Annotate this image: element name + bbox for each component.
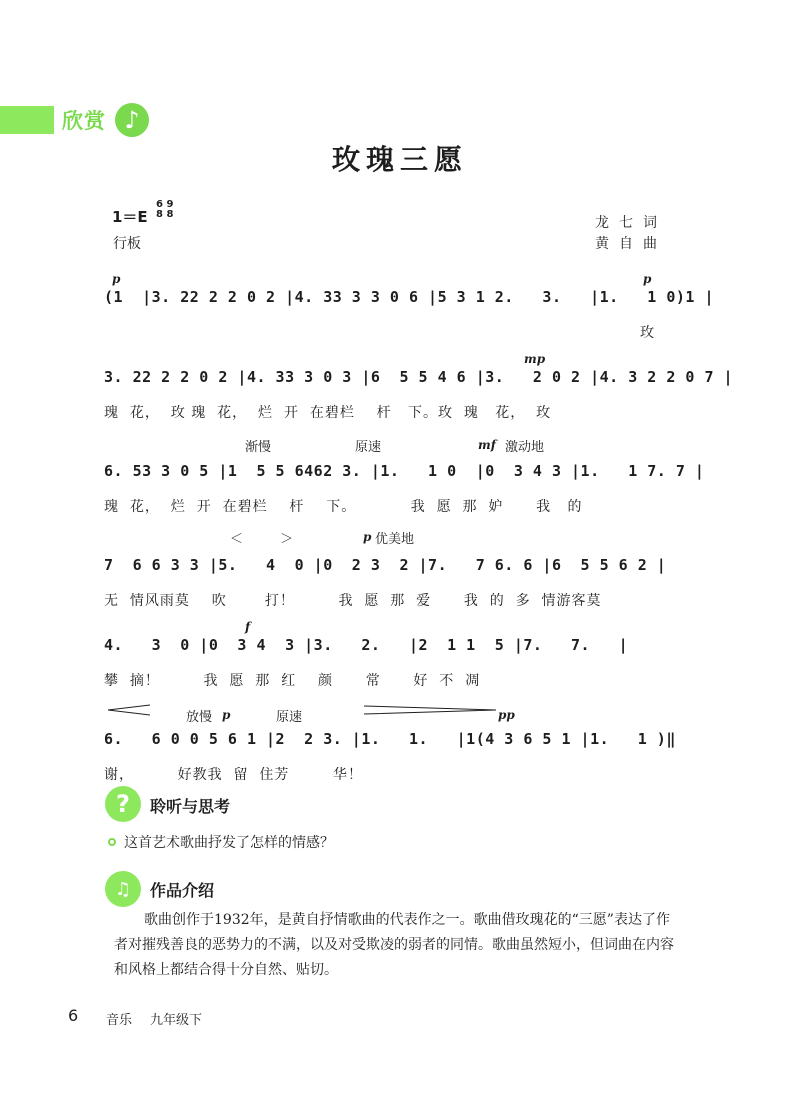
listen-heading: 聆听与思考 xyxy=(150,797,231,816)
lyricist-credit: 龙七词 xyxy=(595,215,667,231)
dynamic-mark: mf xyxy=(478,438,496,452)
diminuendo-mark: ＞ xyxy=(280,532,294,547)
tempo-marking: 行板 xyxy=(113,236,141,252)
hairpin-marks xyxy=(104,702,504,718)
score-line-3: 6. 53 3 0 5 |1 5 5 6462 3. |1. 1 0 |0 3 4 3 |1. 1 7. 7 | xyxy=(104,462,705,480)
book-grade: 九年级下 xyxy=(150,1013,203,1028)
tempo-mark: 渐慢 xyxy=(245,440,272,455)
lyric-line-1: 玫 xyxy=(640,325,655,341)
time-sig-bottom: 8 8 xyxy=(156,209,174,220)
lyric-line-5: 攀 摘！ 我 愿 那 红 颜 常 好 不 凋 xyxy=(104,673,481,689)
score-line-6: 6. 6 0 0 5 6 1 |2 2 3. |1. 1. |1(4 3 6 5 1 |1. 1 )‖ xyxy=(104,730,676,748)
crescendo-mark: ＜ xyxy=(230,532,244,547)
lyric-line-6: 谢， 好教我 留 住芳 华！ xyxy=(104,767,364,783)
song-title: 玫瑰三愿 xyxy=(331,143,468,176)
section-tab xyxy=(0,106,54,134)
dynamic-mark: p xyxy=(643,272,652,286)
page-number: 6 xyxy=(68,1006,79,1025)
score-line-4: 7 6 6 3 3 |5. 4 0 |0 2 3 2 |7. 7 6. 6 |6 5 5 6 2 | xyxy=(104,556,667,574)
tempo-mark: 放慢 xyxy=(186,710,213,725)
lyric-line-2: 瑰 花， 玫 瑰 花， 烂 开 在碧栏 杆 下。玫 瑰 花， 玫 xyxy=(104,405,552,421)
dynamic-mark: p xyxy=(112,272,121,286)
tempo-mark: 原速 xyxy=(276,710,303,725)
score-line-5: 4. 3 0 |0 3 4 3 |3. 2. |2 1 1 5 |7. 7. | xyxy=(104,636,629,654)
dynamic-mark: p xyxy=(363,530,372,544)
book-name: 音乐 xyxy=(106,1013,133,1028)
lyric-line-3: 瑰 花， 烂 开 在碧栏 杆 下。 我 愿 那 妒 我 的 xyxy=(104,499,583,515)
key-signature: 1＝E xyxy=(112,208,148,226)
expression-mark: 优美地 xyxy=(375,532,415,547)
score-line-1: (1 |3. 22 2 2 0 2 |4. 33 3 3 0 6 |5 3 1 2. 3. |1. 1 0)1 | xyxy=(104,288,714,306)
dynamic-mark: pp xyxy=(498,708,515,722)
time-sig-top: 6 9 xyxy=(156,199,174,210)
bullet-icon xyxy=(108,838,116,846)
question-icon: ? xyxy=(105,786,141,822)
music-note-icon: ♪ xyxy=(115,103,149,137)
dynamic-mark: f xyxy=(245,620,251,634)
dynamic-mark: mp xyxy=(524,352,546,366)
tempo-mark: 原速 xyxy=(355,440,382,455)
expression-mark: 激动地 xyxy=(505,440,545,455)
music-note-icon: ♫ xyxy=(105,871,141,907)
section-label: 欣赏 xyxy=(62,109,106,133)
dynamic-mark: p xyxy=(222,708,231,722)
lyric-line-4: 无 情风雨莫 吹 打！ 我 愿 那 爱 我 的 多 情游客莫 xyxy=(104,593,602,609)
intro-heading: 作品介绍 xyxy=(150,881,215,900)
intro-text: 歌曲创作于1932年，是黄自抒情歌曲的代表作之一。歌曲借玫瑰花的“三愿”表达了作者对摧残善良的恶势力的不满，以及对受欺凌的弱者的同情。歌曲虽然短小，但词曲在内容和风格上都结合得十分自然、贴切。 xyxy=(114,912,674,978)
listen-question: 这首艺术歌曲抒发了怎样的情感？ xyxy=(124,835,334,851)
score-line-2: 3. 22 2 2 0 2 |4. 33 3 0 3 |6 5 5 4 6 |3. 2 0 2 |4. 3 2 2 0 7 | xyxy=(104,368,734,386)
composer-credit: 黄自曲 xyxy=(595,236,667,252)
time-signature xyxy=(156,200,173,220)
